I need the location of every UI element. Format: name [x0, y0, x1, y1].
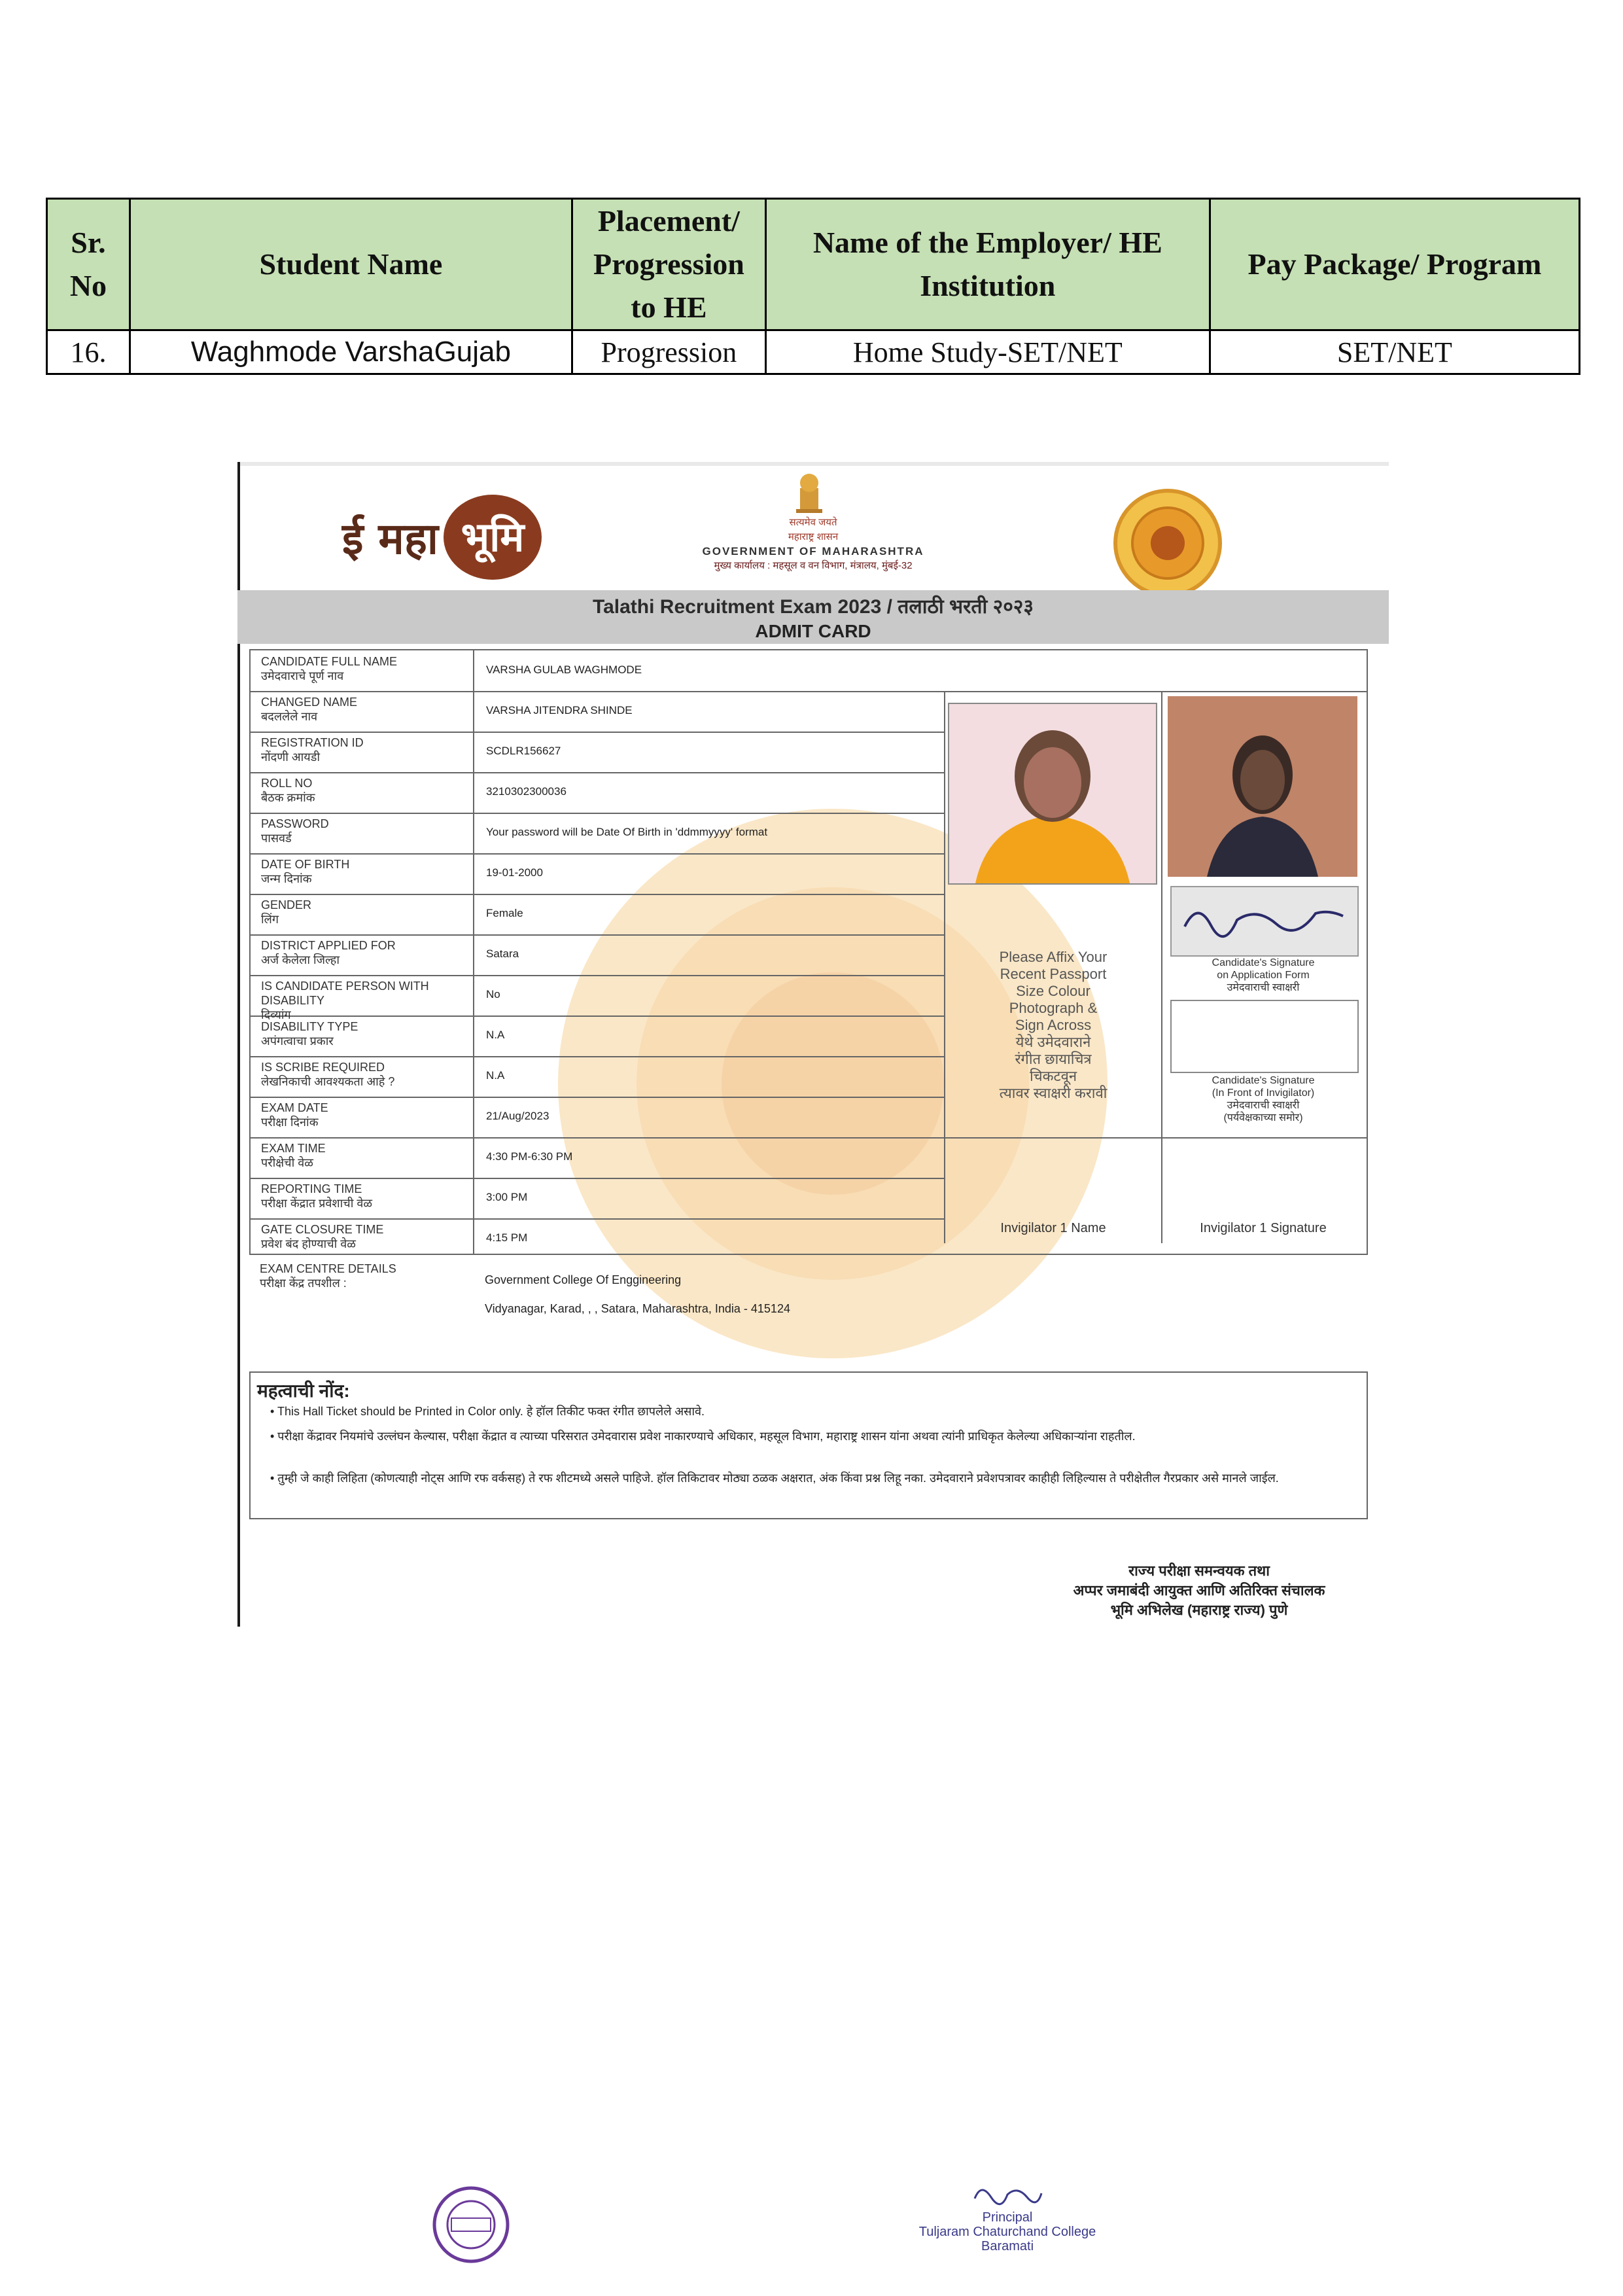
note-item: • This Hall Ticket should be Printed in Color only. हे हॉल तिकीट फक्त रंगीत छापलेले असावे.	[270, 1405, 705, 1418]
brand-prefix: ई महा	[342, 514, 438, 564]
field-row	[251, 1137, 944, 1179]
emahabhumi-logo	[342, 495, 542, 580]
cell-sr-no: 16.	[47, 330, 130, 374]
centre-name: Government College Of Enggineering	[485, 1273, 682, 1286]
field-label: GATE CLOSURE TIME प्रवेश बंद होण्याची वेळ	[261, 1223, 384, 1250]
field-label: EXAM TIME परीक्षेची वेळ	[261, 1142, 326, 1169]
field-row	[251, 934, 944, 976]
field-value: N.A	[486, 1069, 505, 1082]
header-employer: Name of the Employer/ HE Institution	[765, 199, 1210, 330]
important-notes	[249, 1371, 1368, 1519]
maharashtra-seal-icon	[1113, 488, 1223, 598]
field-label: GENDER लिंग	[261, 898, 312, 926]
invigilator-name-label: Invigilator 1 Name	[1000, 1221, 1106, 1235]
govt-line-1: सत्यमेव जयते	[789, 517, 837, 528]
field-label: IS CANDIDATE PERSON WITH DISABILITY दिव्यांग	[261, 980, 429, 1021]
field-value: 4:30 PM-6:30 PM	[486, 1150, 573, 1163]
field-label: ROLL NO बैठक क्रमांक	[261, 777, 315, 804]
field-row	[251, 853, 944, 895]
govt-line-2: महाराष्ट्र शासन	[788, 531, 839, 542]
signature-caption-1: Candidate's Signature on Application Form उमेदवाराची स्वाक्षरी	[1212, 957, 1315, 993]
field-value: N.A	[486, 1029, 505, 1041]
principal-title: Principal	[982, 2210, 1033, 2225]
field-value: 3210302300036	[486, 785, 567, 798]
card-top-border	[237, 462, 1389, 466]
centre-label: EXAM CENTRE DETAILS परीक्षा केंद्र तपशील :	[260, 1262, 396, 1290]
header-sr-no: Sr. No	[47, 199, 130, 330]
photo-affix-column	[944, 692, 1162, 1243]
principal-city: Baramati	[981, 2239, 1034, 2253]
column-divider	[473, 1056, 474, 1097]
notes-title: महत्वाची नोंद:	[257, 1381, 350, 1401]
column-divider	[473, 1178, 474, 1218]
field-row	[251, 650, 1367, 692]
field-value: Female	[486, 907, 523, 919]
government-header	[604, 516, 1022, 573]
field-value: 19-01-2000	[486, 866, 543, 879]
column-divider	[473, 691, 474, 732]
column-divider	[473, 853, 474, 894]
column-divider	[473, 1016, 474, 1056]
table-header-row	[47, 199, 1580, 330]
field-label: IS SCRIBE REQUIRED लेखनिकाची आवश्यकता आहे ?	[261, 1061, 395, 1088]
invigilator-signature-label: Invigilator 1 Signature	[1200, 1221, 1327, 1235]
ashoka-emblem-icon	[791, 468, 828, 514]
field-row	[251, 975, 944, 1021]
cell-student-name: Waghmode VarshaGujab	[130, 330, 572, 374]
cell-institution: Home Study-SET/NET	[765, 330, 1210, 374]
column-divider	[473, 1097, 474, 1137]
note-item: • परीक्षा केंद्रावर नियमांचे उल्लंघन केल्यास, परीक्षा केंद्रात व त्याच्या परिसरात उमेदवारास प्रवेश नाकारण्याचे अधिकार, महसूल विभाग, महाराष्ट्र शासन यांना अथवा त्यांनी प्राधिकृत केलेल्या अधिकाऱ्यांना राहतील.	[270, 1430, 1136, 1443]
placement-table	[46, 198, 1580, 375]
field-value: 21/Aug/2023	[486, 1110, 550, 1122]
field-label: REGISTRATION ID नोंदणी आयडी	[261, 736, 364, 764]
admit-card	[237, 462, 1389, 1627]
column-divider	[473, 934, 474, 975]
field-row	[251, 691, 944, 733]
divider	[944, 1137, 1367, 1139]
header-pay-package: Pay Package/ Program	[1210, 199, 1579, 330]
column-divider	[473, 650, 474, 691]
exam-centre-details	[249, 1256, 1365, 1368]
field-label: DISTRICT APPLIED FOR अर्ज केलेला जिल्हा	[261, 939, 396, 966]
signature-column	[1160, 692, 1367, 1243]
centre-address: Vidyanagar, Karad, , , Satara, Maharashtra, India - 415124	[485, 1302, 790, 1315]
exam-title: Talathi Recruitment Exam 2023 / तलाठी भरती २०२३	[593, 596, 1034, 618]
cell-program: SET/NET	[1210, 330, 1579, 374]
signature-box-invigilator	[1170, 1000, 1359, 1073]
column-divider	[473, 1218, 474, 1254]
column-divider	[473, 813, 474, 853]
field-label: PASSWORD पासवर्ड	[261, 817, 329, 845]
affix-photo-instruction: Please Affix Your Recent Passport Size Colour Photograph & Sign Across येथे उमेदवाराने रंगीत छायाचित्र चिकटवून त्यावर स्वाक्षरी करावी	[999, 949, 1108, 1101]
admit-card-title: ADMIT CARD	[755, 621, 871, 641]
college-stamp-icon	[432, 2185, 510, 2264]
field-row	[251, 813, 944, 855]
column-divider	[473, 772, 474, 813]
field-row	[251, 894, 944, 936]
field-value: Satara	[486, 947, 519, 960]
authority-signature-block: राज्य परीक्षा समन्वयक तथा अप्पर जमाबंदी आयुक्त आणि अतिरिक्त संचालक भूमि अभिलेख (महाराष्ट्र राज्य) पुणे	[1073, 1563, 1325, 1618]
field-label: DATE OF BIRTH जन्म दिनांक	[261, 858, 350, 885]
signature-caption-2: Candidate's Signature (In Front of Invigilator) उमेदवाराची स्वाक्षरी (पर्यवेक्षकाच्या समोर)	[1212, 1075, 1315, 1123]
field-row	[251, 1056, 944, 1098]
field-row	[251, 1178, 944, 1220]
exam-title-band	[237, 590, 1389, 644]
field-value: SCDLR156627	[486, 745, 561, 757]
field-label: DISABILITY TYPE अपंगत्वाचा प्रकार	[261, 1020, 358, 1048]
field-value: Your password will be Date Of Birth in 'ddmmyyyy' format	[486, 826, 768, 838]
brand-circle: भूमि	[444, 495, 542, 580]
column-divider	[473, 732, 474, 772]
candidate-info-table	[249, 649, 1368, 1255]
field-row	[251, 1016, 944, 1057]
table-row	[47, 330, 1580, 374]
cell-placement: Progression	[572, 330, 765, 374]
field-row	[251, 772, 944, 814]
column-divider	[473, 975, 474, 1016]
candidate-signature	[1170, 886, 1359, 957]
field-row	[251, 1218, 944, 1254]
field-row	[251, 1097, 944, 1139]
principal-block	[909, 2210, 1106, 2253]
header-student-name: Student Name	[130, 199, 572, 330]
field-row	[251, 732, 944, 773]
field-value: 3:00 PM	[486, 1191, 528, 1203]
field-value: No	[486, 988, 500, 1000]
field-label: CHANGED NAME बदललेले नाव	[261, 696, 358, 723]
column-divider	[473, 894, 474, 934]
field-value: VARSHA JITENDRA SHINDE	[486, 704, 633, 716]
govt-line-4: मुख्य कार्यालय : महसूल व वन विभाग, मंत्रालय, मुंबई-32	[714, 560, 913, 571]
note-item: • तुम्ही जे काही लिहिता (कोणत्याही नोट्स आणि रफ वर्कसह) ते रफ शीटमध्ये असले पाहिजे. हॉल तिकिटावर मोठ्या ठळक अक्षरात, अंक किंवा प्रश्न लिहू नका. उमेदवाराने प्रवेशपत्रावर काहीही लिहिल्यास ते परीक्षेतील गैरप्रकार असे मानले जाईल.	[270, 1472, 1279, 1485]
principal-signature	[968, 2179, 1047, 2212]
field-value: 4:15 PM	[486, 1231, 528, 1244]
field-value: VARSHA GULAB WAGHMODE	[486, 663, 642, 676]
govt-line-3: GOVERNMENT OF MAHARASHTRA	[702, 545, 924, 557]
column-divider	[473, 1137, 474, 1178]
field-label: CANDIDATE FULL NAME उमेदवाराचे पूर्ण नाव	[261, 655, 398, 682]
header-placement: Placement/ Progression to HE	[572, 199, 765, 330]
candidate-photo	[948, 703, 1157, 885]
candidate-live-photo	[1168, 696, 1357, 877]
field-label: REPORTING TIME परीक्षा केंद्रात प्रवेशाची वेळ	[261, 1182, 373, 1210]
field-label: EXAM DATE परीक्षा दिनांक	[261, 1101, 328, 1129]
principal-college: Tuljaram Chaturchand College	[918, 2225, 1096, 2239]
